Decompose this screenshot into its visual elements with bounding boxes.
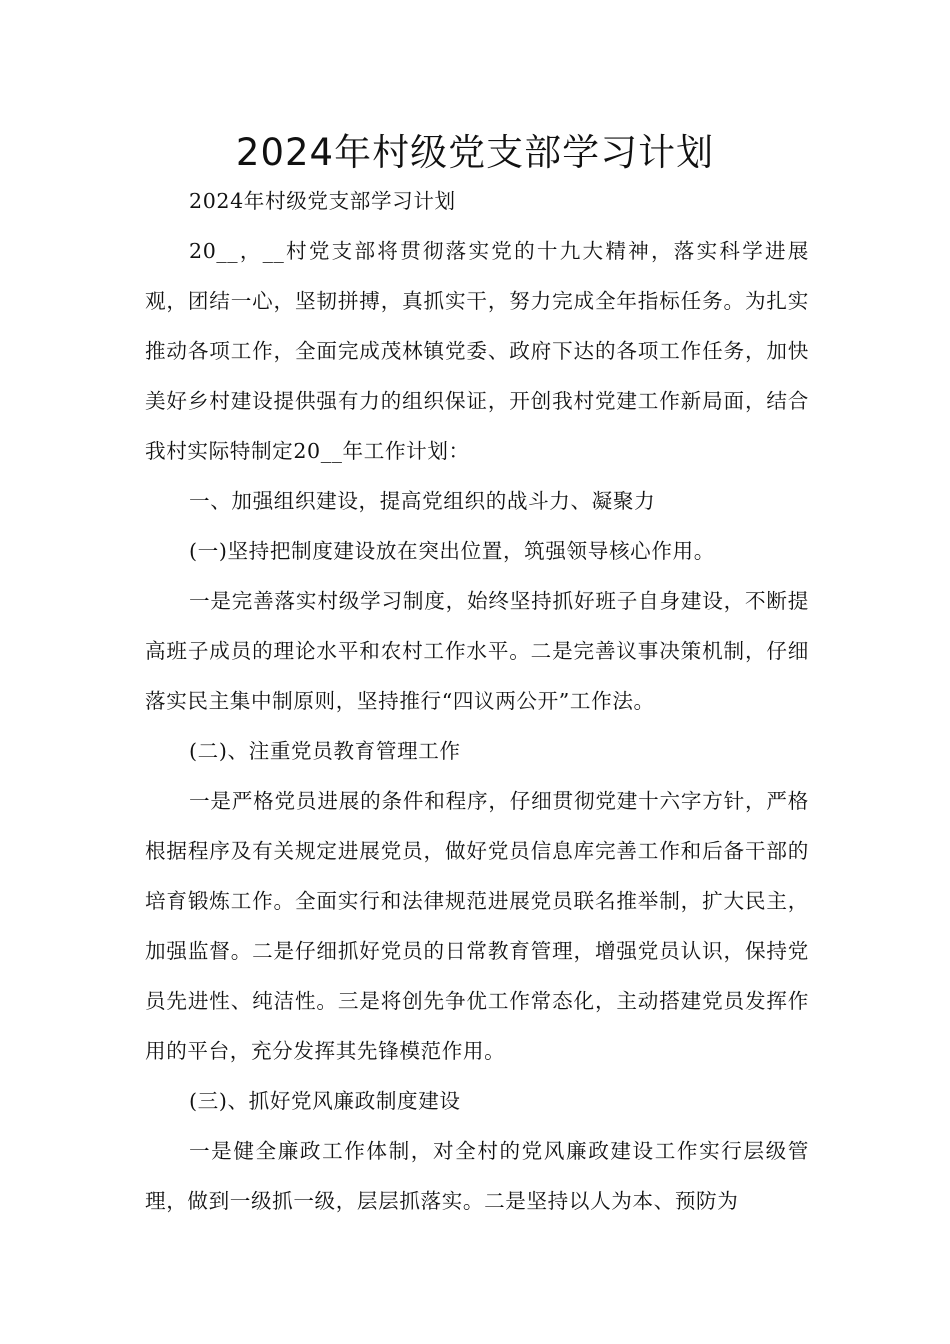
subsection-heading-3: (三)、抓好党风廉政制度建设 [189,1089,461,1113]
subsection-heading-1: (一)坚持把制度建设放在突出位置，筑强领导核心作用。 [189,539,715,563]
paragraph-subtitle: 2024年村级党支部学习计划 [189,189,456,213]
paragraph-subsection-3: 一是健全廉政工作体制，对全村的党风廉政建设工作实行层级管理，做到一级抓一级，层层抓落实。二是坚持以人为本、预防为 [145,1139,809,1213]
paragraph-subsection-2: 一是严格党员进展的条件和程序，仔细贯彻党建十六字方针，严格根据程序及有关规定进展党员，做好党员信息库完善工作和后备干部的培育锻炼工作。全面实行和法律规范进展党员联名推举制，扩大民主，加强监督。二是仔细抓好党员的日常教育管理，增强党员认识，保持党员先进性、纯洁性。三是将创先争优工作常态化，主动搭建党员发挥作用的平台，充分发挥其先锋模范作用。 [145,789,809,1063]
document-title: 2024年村级党支部学习计划 [235,131,715,174]
section-heading-1: 一、加强组织建设，提高党组织的战斗力、凝聚力 [189,489,656,513]
paragraph-intro: 20__，__村党支部将贯彻落实党的十九大精神，落实科学进展观，团结一心，坚韧拼搏，真抓实干，努力完成全年指标任务。为扎实推动各项工作，全面完成茂林镇党委、政府下达的各项工作任务，加快美好乡村建设提供强有力的组织保证，开创我村党建工作新局面，结合我村实际特制定20__年工作计划： [145,239,809,463]
document-body [145,176,809,1226]
paragraph-subsection-1: 一是完善落实村级学习制度，始终坚持抓好班子自身建设，不断提高班子成员的理论水平和农村工作水平。二是完善议事决策机制，仔细落实民主集中制原则，坚持推行“四议两公开”工作法。 [145,589,809,713]
subsection-heading-2: (二)、注重党员教育管理工作 [189,739,461,763]
